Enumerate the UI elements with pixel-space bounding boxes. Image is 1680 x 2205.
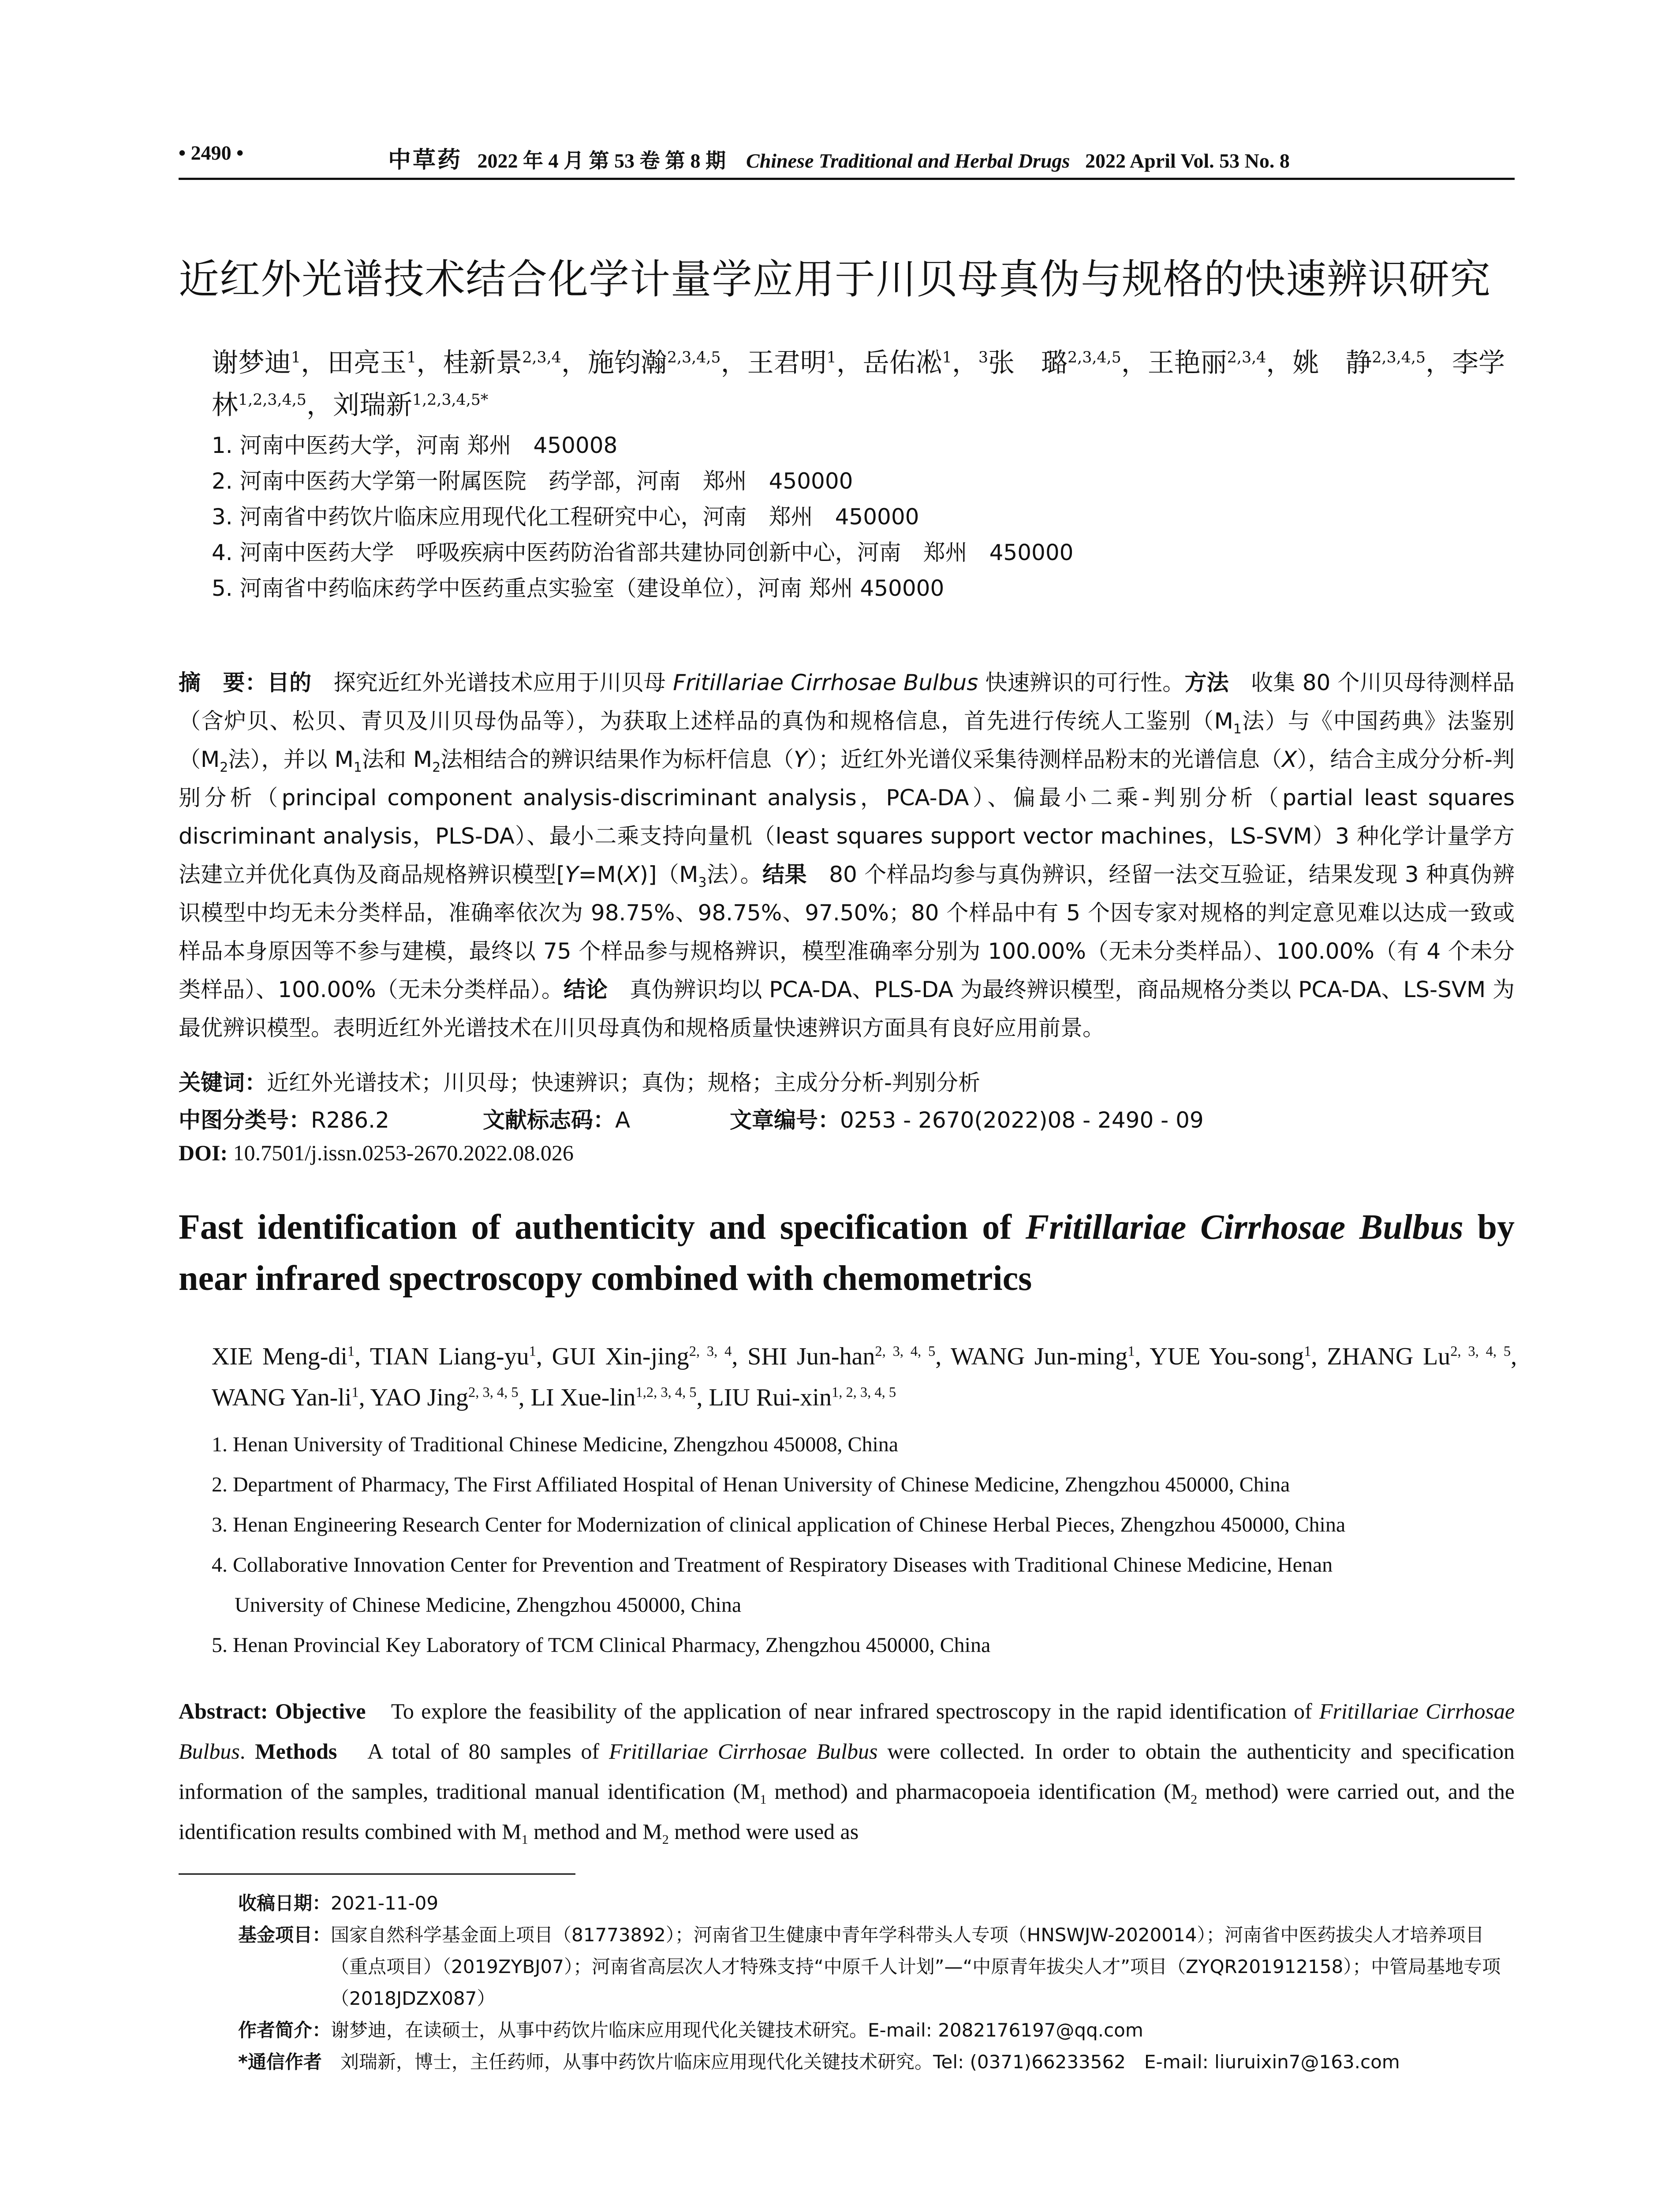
authors-en: XIE Meng-$di^1$, TIAN Liang-$yu^1$, GUI Xin-jing$^{2, 3, 4}$, SHI Jun-han$^{2, 3, 4, 5}$, WANG Jun-ming$^1$, YUE You-song$^1$, ZHANG Lu$^{2, 3, 4, 5}$, WANG Yan-$li^1$, YAO Jing$^{2, 3, 4, 5}$, LI Xue-lin$^{1,2, 3, 4, 5}$, LIU Rui-xin$^{1, 2, 3, 4, 5}$ [212, 1343, 1517, 1411]
methods-text-cn: ）；近红外光谱仪采集待测样品粉末的光谱信息（ [807, 747, 1282, 772]
author-name: 谢梦迪 [212, 348, 291, 378]
author-name: 刘瑞新 [332, 390, 412, 421]
author-affil-sup: 1 [826, 349, 836, 366]
author-affil-sup: 2, 3, 4 [689, 1343, 732, 1360]
keywords-cn [179, 1065, 980, 1097]
header-rule [179, 178, 1515, 180]
author-cn [978, 348, 1121, 378]
methods-text-en: method) were carried out, and the identification results combined with M [179, 1779, 1515, 1844]
affiliation-cn: 3. 河南省中药饮片临床应用现代化工程研究中心，河南 郑州 450000 [212, 504, 919, 530]
author-name: 施钧瀚 [587, 348, 667, 378]
doi-line [179, 1140, 574, 1166]
subscript: 1 [521, 1832, 528, 1847]
author-cn [863, 348, 952, 378]
author-cn [1148, 348, 1266, 378]
footnote [238, 2014, 1517, 2046]
author-affil-sup: 2,3,4 [1227, 349, 1266, 366]
author-en [951, 1343, 1135, 1370]
clc-label: 中图分类号： [179, 1107, 311, 1133]
affiliations-cn [212, 428, 1517, 606]
author-en [370, 1343, 536, 1370]
results-text-cn: 80 个样品均参与真伪辨识，经留一法交互验证，结果发现 3 种真伪辨识模型中均无未分类样品，准确率依次为 98.75%、98.75%、97.50%；80 个样品中有 5 个因专家对规格的判定意见难以达成一致或样品本身原因等不参与建模，最终以 75 个样品参与规格辨识，模型准确率分别为 100.00%（无未分类样品）、100.00%（有 4 个未分类样品）、100.00%（无未分类样品）。 [179, 862, 1515, 1002]
title-en-latin: Fritillariae Cirrhosae Bulbus [1025, 1208, 1463, 1247]
footnote [238, 1887, 1517, 1919]
author-affil-sup: 2,3,4,5 [1068, 349, 1121, 366]
author-name: 李学林 [212, 348, 1505, 421]
journal-name-en: Chinese Traditional and Herbal Drugs [746, 149, 1070, 172]
subscript: 2 [662, 1832, 669, 1847]
objective-text-cn: 探究近红外光谱技术应用于川贝母 [311, 670, 673, 695]
author-name: ZHANG Lu [1327, 1343, 1451, 1370]
methods-text-cn: =M( [578, 862, 625, 887]
var-y: Y [565, 862, 579, 887]
author-name: 王君明 [747, 348, 827, 378]
abstract-cn-label: 摘 要： [179, 670, 267, 695]
classification-line [179, 1102, 1204, 1134]
affiliation-cn: 1. 河南中医药大学，河南 郑州 450008 [212, 433, 618, 458]
affiliation-cn: 2. 河南中医药大学第一附属医院 药学部，河南 郑州 450000 [212, 468, 853, 494]
methods-text-cn: )]（M [639, 862, 698, 887]
author-affil-sup: 1,2, 3, 4, 5 [635, 1384, 697, 1401]
title-en-part: Fast identification of authenticity and specification of [179, 1208, 1026, 1247]
author-en [212, 1384, 359, 1411]
author-name: YAO Jing [370, 1384, 468, 1411]
author-cn [588, 348, 721, 378]
doc-code-label: 文献标志码： [483, 1107, 615, 1133]
subscript: 1 [1233, 721, 1242, 737]
methods-text-en: method and M [528, 1819, 662, 1844]
affiliation-en [212, 1625, 1517, 1665]
methods-text-cn: 收集 80 个川贝母待测样品（含炉贝、松贝、青贝及川贝母伪品等），为获取上述样品的真伪和规格信息，首先进行传统人工鉴别（M [179, 670, 1515, 734]
footnote-text: 刘瑞新，博士，主任药师，从事中药饮片临床应用现代化关键技术研究。Tel: (0371)66233562 E-mail: liuruixin7@163.com [340, 2051, 1400, 2073]
author-affil-sup: 1, 2, 3, 4, 5 [831, 1384, 896, 1401]
author-name: WANG Yan-li [212, 1384, 352, 1411]
author-affil-sup: 1 [291, 349, 301, 366]
running-header [388, 141, 1290, 174]
author-affil-sup: 1 [529, 1343, 536, 1360]
author-name: LIU Rui-xin [709, 1384, 832, 1411]
author-affil-sup: 1 [407, 349, 417, 366]
title-en [179, 1202, 1515, 1304]
subscript: 3 [698, 875, 707, 890]
authors-cn: 谢梦迪$^1$，田亮玉$^1$，桂新景$^{2,3,4}$，施钧瀚$^{2,3,4,5}$，王君明$^1$，岳佑凇$^1$，$^3$张 璐$^{2,3,4,5}$，王艳丽$^{2,3,4}$，姚 静$^{2,3,4,5}$，李学林$^{1,2,3,4,5}$，刘瑞新$^{1,2,3,4,5*}$ [212, 348, 1505, 421]
author-name: XIE Meng-di [212, 1343, 347, 1370]
author-en [370, 1384, 519, 1411]
methods-text-en: method) and pharmacopoeia identification (M [766, 1779, 1191, 1804]
abstract-en-label: Abstract: [179, 1699, 268, 1723]
affiliation-text: 3. Henan Engineering Research Center for Modernization of clinical application of Chinese Herbal Pieces, Zhengzhou 450000, China [212, 1513, 1346, 1536]
issue-en: 2022 April Vol. 53 No. 8 [1085, 149, 1290, 172]
footnote-label: 基金项目： [238, 1924, 331, 1946]
footnotes [238, 1887, 1517, 2078]
author-name: YUE You-song [1150, 1343, 1304, 1370]
footnote-label: *通信作者 [238, 2051, 340, 2073]
objective-label-en: Objective [275, 1699, 366, 1723]
author-affil-sup: 1 [351, 1384, 359, 1401]
author-name: SHI Jun-han [747, 1343, 875, 1370]
author-name: 岳佑凇 [862, 348, 942, 378]
author-affil-sup: 1 [942, 349, 952, 366]
article-number-label: 文章编号： [730, 1107, 840, 1133]
footnote-text: 谢梦迪，在读硕士，从事中药饮片临床应用现代化关键技术研究。E-mail: 2082176197@qq.com [331, 2019, 1143, 2041]
affiliation-cn: 4. 河南中医药大学 呼吸疾病中医药防治省部共建协同创新中心，河南 郑州 450000 [212, 540, 1074, 565]
footnote-text: 2021-11-09 [331, 1892, 439, 1914]
author-name: 姚 静 [1292, 348, 1372, 378]
author-cn [1292, 348, 1426, 378]
author-cn [327, 348, 416, 378]
author-cn [443, 348, 561, 378]
conclusion-text-cn: 真伪辨识均以 PCA-DA、PLS-DA 为最终辨识模型，商品规格分类以 PCA-DA、LS-SVM 为最优辨识模型。表明近红外光谱技术在川贝母真伪和规格质量快速辨识方面具有良好应用前景。 [179, 977, 1515, 1041]
author-en [709, 1384, 896, 1411]
author-affil-sup: 2,3,4,5 [1372, 349, 1426, 366]
author-affil-sup: 2, 3, 4, 5 [875, 1343, 936, 1360]
keywords-label: 关键词： [179, 1070, 267, 1095]
footnote [238, 1919, 1517, 2014]
abstract-cn [179, 664, 1515, 1047]
footnote [238, 2046, 1517, 2078]
subscript: 1 [760, 1792, 767, 1807]
methods-text-cn: 法）与《中国药典》法鉴别（M [179, 708, 1515, 772]
issue-cn: 2022 年 4 月 第 53 卷 第 8 期 [477, 149, 726, 172]
keywords-text: 近红外光谱技术；川贝母；快速辨识；真伪；规格；主成分分析-判别分析 [267, 1070, 981, 1095]
author-cn [212, 348, 301, 378]
latin-name: Fritillariae Cirrhosae Bulbus [179, 1699, 1515, 1764]
subscript: 2 [432, 760, 441, 775]
author-en [747, 1343, 935, 1370]
doi-value[interactable]: 10.7501/j.issn.0253-2670.2022.08.026 [228, 1140, 574, 1165]
doi-label: DOI: [179, 1140, 228, 1165]
author-name: 张 璐 [988, 348, 1068, 378]
affiliation-en [212, 1465, 1517, 1505]
author-affil-sup: 1,2,3,4,5* [412, 391, 489, 409]
title-en-part: by near infrared spectroscopy combined with chemometrics [179, 1208, 1515, 1298]
methods-text-en: method were used as [668, 1819, 859, 1844]
results-label-cn: 结果 [762, 862, 807, 887]
author-name: GUI Xin-jing [552, 1343, 689, 1370]
page-number: • 2490 • [179, 142, 244, 164]
article-number-value: 0253 - 2670(2022)08 - 2490 - 09 [840, 1107, 1204, 1133]
objective-end-cn: 快速辨识的可行性。 [978, 670, 1185, 695]
footnote-label: 收稿日期： [238, 1892, 331, 1914]
subscript: 2 [220, 760, 228, 775]
subscript: 1 [353, 760, 362, 775]
affiliations-en [212, 1424, 1517, 1665]
title-cn: 近红外光谱技术结合化学计量学应用于川贝母真伪与规格的快速辨识研究 [179, 256, 1491, 303]
author-name: 桂新景 [443, 348, 523, 378]
affiliation-text: 2. Department of Pharmacy, The First Affiliated Hospital of Henan University of Chinese Medicine, Zhengzhou 450000, China [212, 1473, 1290, 1496]
conclusion-label-cn: 结论 [563, 977, 608, 1002]
footnote-text: 国家自然科学基金面上项目（81773892）；河南省卫生健康中青年学科带头人专项（HNSWJW-2020014）；河南省中医药拔尖人才培养项目（重点项目）（2019ZYBJ07）；河南省高层次人才特殊支持“中原千人计划”—“中原青年拔尖人才”项目（ZYQR201912158）；中管局基地专项（2018JDZX087） [331, 1924, 1501, 2009]
objective-label-cn: 目的 [267, 670, 312, 695]
affiliation-en [212, 1545, 1517, 1625]
author-name: TIAN Liang-yu [370, 1343, 529, 1370]
author-en [531, 1384, 697, 1411]
author-affil-sup: 1 [1304, 1343, 1311, 1360]
methods-text-cn: 法相结合的辨识结果作为标杆信息（ [441, 747, 794, 772]
var-x: X [1282, 747, 1297, 772]
latin-name: Fritillariae Cirrhosae Bulbus [673, 670, 978, 695]
methods-text-cn: ），结合主成分分析-判别分析（principal component analysis-discriminant analysis，PCA-DA）、偏最小二乘-判别分析（partial least squares discriminant analysis，PLS-DA）、最小二乘支持向量机（least squares support vector machines，LS-SVM）3 种化学计量学方法建立并优化真伪及商品规格辨识模型[ [179, 747, 1515, 887]
author-en [212, 1343, 355, 1370]
methods-text-cn: 法和 M [362, 747, 433, 772]
author-en [1150, 1343, 1311, 1370]
objective-text-en: To explore the feasibility of the application of near infrared spectroscopy in the rapid identification of [366, 1699, 1319, 1723]
var-y: Y [794, 747, 807, 772]
author-cn [747, 348, 836, 378]
author-affil-sup: 1 [1127, 1343, 1135, 1360]
affiliation-cont: University of Chinese Medicine, Zhengzhou 450000, China [235, 1593, 742, 1617]
affiliation-cn: 5. 河南省中药临床药学中医药重点实验室（建设单位），河南 郑州 450000 [212, 576, 945, 601]
var-x: X [624, 862, 640, 887]
methods-label-cn: 方法 [1184, 670, 1229, 695]
author-affil-sup: 2, 3, 4, 5 [1450, 1343, 1511, 1360]
doc-code-value: A [615, 1107, 631, 1133]
author-en [1327, 1343, 1511, 1370]
methods-text-en: were collected. In order to obtain the authenticity and specification information of the samples, traditional manual identification (M [179, 1739, 1515, 1804]
author-affil-sup: 2,3,4,5 [667, 349, 721, 366]
author-name: WANG Jun-ming [951, 1343, 1128, 1370]
affiliation-text: 4. Collaborative Innovation Center for Prevention and Treatment of Respiratory Diseases with Traditional Chinese Medicine, Henan [212, 1553, 1333, 1577]
footnote-label: 作者简介： [238, 2019, 331, 2041]
author-name: 王艳丽 [1147, 348, 1227, 378]
subscript: 2 [1191, 1792, 1198, 1807]
methods-text-en: A total of 80 samples of [337, 1739, 609, 1764]
affiliation-en [212, 1505, 1517, 1545]
affiliation-text: 1. Henan University of Traditional Chinese Medicine, Zhengzhou 450008, China [212, 1433, 899, 1456]
methods-label-en: Methods [255, 1739, 337, 1764]
footnote-rule [179, 1873, 575, 1875]
affiliation-text: 5. Henan Provincial Key Laboratory of TCM Clinical Pharmacy, Zhengzhou 450000, China [212, 1633, 991, 1657]
author-affil-sup: 1,2,3,4,5 [238, 391, 306, 409]
author-affil-sup: 1 [347, 1343, 355, 1360]
affiliation-en [212, 1424, 1517, 1465]
methods-text-cn: 法），并以 M [228, 747, 354, 772]
methods-text-cn: 法）。 [706, 862, 763, 887]
author-affil-sup: 2, 3, 4, 5 [468, 1384, 519, 1401]
clc-value: R286.2 [311, 1107, 389, 1133]
author-affil-sup: 2,3,4 [522, 349, 561, 366]
author-name: LI Xue-lin [530, 1384, 636, 1411]
latin-name: Fritillariae Cirrhosae Bulbus [609, 1739, 878, 1764]
author-pre-sup: 3 [978, 349, 988, 366]
journal-name-cn: 中草药 [388, 147, 463, 173]
author-cn [333, 390, 488, 421]
author-name: 田亮玉 [327, 348, 407, 378]
abstract-en: Abstract: Objective To explore the feasibility of the application of near infrared spectroscopy in the rapid identification of Fritillariae Cirrhosae Bulbus. Methods A total of 80 samples of Fritillariae Cirrhosae Bulbus were collected. In order to obtain the authenticity and specification information of the samples, traditional manual identification ($M_1$ method) and pharmacopoeia identification ($M_2$ method) were carried out, and the identification results combined with $M_1$ method and $M_2$ method were used as [179, 1699, 1515, 1847]
author-en [552, 1343, 732, 1370]
